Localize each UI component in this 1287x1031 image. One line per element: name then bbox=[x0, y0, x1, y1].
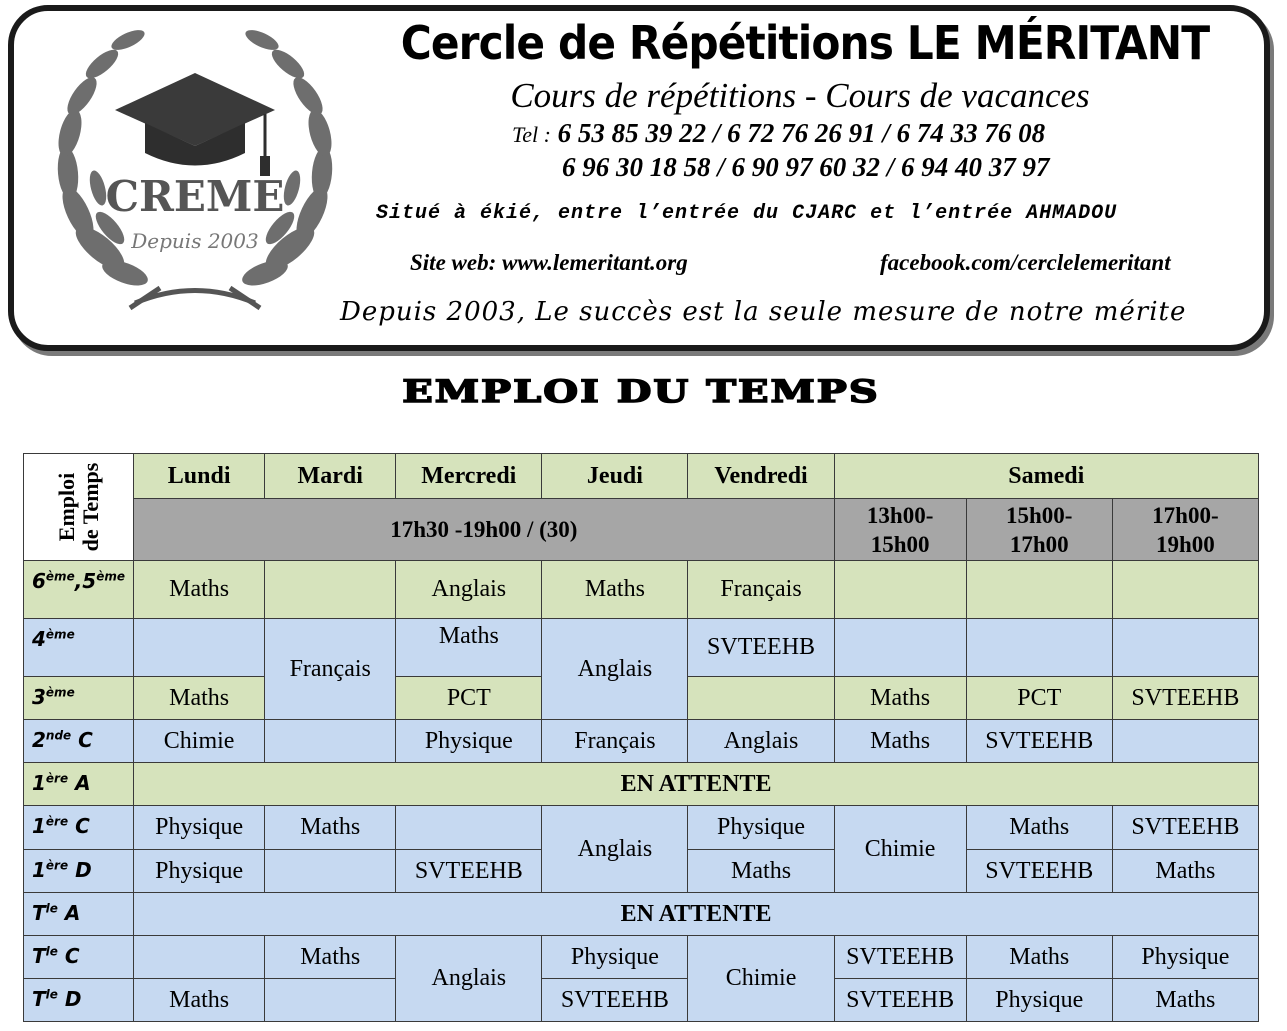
corner-line-2: de Temps bbox=[77, 462, 103, 552]
page-heading: EMPLOI DU TEMPS bbox=[402, 373, 880, 410]
pending-cell: EN ATTENTE bbox=[134, 893, 1259, 936]
course-cell: Français bbox=[542, 720, 688, 763]
level-label: 4ème bbox=[24, 619, 134, 677]
course-cell bbox=[834, 619, 966, 677]
course-cell: Physique bbox=[134, 806, 265, 850]
course-cell: SVTEEHB bbox=[396, 850, 542, 893]
level-label: 1ère A bbox=[24, 763, 134, 806]
course-cell bbox=[265, 979, 396, 1022]
course-cell: Maths bbox=[966, 806, 1112, 850]
course-cell bbox=[834, 561, 966, 619]
phone-line-2: 6 96 30 18 58 / 6 90 97 60 32 / 6 94 40 37 97 bbox=[562, 152, 1050, 182]
facebook-link[interactable]: facebook.com/cerclelemeritant bbox=[880, 250, 1171, 275]
course-cell: Chimie bbox=[688, 936, 834, 1022]
day-header: Jeudi bbox=[542, 454, 688, 499]
course-cell bbox=[966, 561, 1112, 619]
phone-numbers-1: 6 53 85 39 22 / 6 72 76 26 91 / 6 74 33 76 08 bbox=[557, 118, 1046, 148]
day-header: Mardi bbox=[265, 454, 396, 499]
level-label: 2nde C bbox=[24, 720, 134, 763]
course-cell: Maths bbox=[134, 561, 265, 619]
course-cell: Français bbox=[688, 561, 834, 619]
slot-start: 17h00- bbox=[1152, 502, 1219, 528]
course-cell bbox=[1112, 561, 1258, 619]
course-cell: Physique bbox=[1112, 936, 1258, 979]
level-label: $T^{le}$ A bbox=[24, 893, 134, 936]
saturday-slot bbox=[1112, 499, 1258, 561]
course-cell: Physique bbox=[688, 806, 834, 850]
level-label: $T^{le}$ C bbox=[24, 936, 134, 979]
course-cell: SVTEEHB bbox=[542, 979, 688, 1022]
day-header: Lundi bbox=[134, 454, 265, 499]
course-cell: Maths bbox=[1112, 850, 1258, 893]
course-cell: Maths bbox=[265, 936, 396, 979]
day-header: Samedi bbox=[834, 454, 1258, 499]
course-cell: Maths bbox=[834, 677, 966, 720]
course-cell: Anglais bbox=[542, 806, 688, 893]
logo-name: CREME bbox=[105, 172, 285, 221]
website-link[interactable]: Site web: www.lemeritant.org bbox=[410, 250, 688, 275]
course-cell: SVTEEHB bbox=[966, 720, 1112, 763]
level-label: 1ère D bbox=[24, 850, 134, 893]
course-cell: Chimie bbox=[134, 720, 265, 763]
day-header: Vendredi bbox=[688, 454, 834, 499]
course-cell: Français bbox=[265, 619, 396, 720]
course-cell bbox=[688, 677, 834, 720]
creme-logo bbox=[40, 18, 350, 338]
timetable bbox=[23, 453, 1259, 1022]
course-cell: Maths bbox=[265, 806, 396, 850]
course-cell bbox=[134, 619, 265, 677]
level-label: 6ème,5ème bbox=[24, 561, 134, 619]
course-cell: Anglais bbox=[396, 936, 542, 1022]
course-cell: SVTEEHB bbox=[1112, 806, 1258, 850]
logo-since: Depuis 2003 bbox=[131, 229, 259, 253]
course-cell: Chimie bbox=[834, 806, 966, 893]
course-cell: Maths bbox=[542, 561, 688, 619]
level-label: 3ème bbox=[24, 677, 134, 720]
school-subtitle: Cours de répétitions - Cours de vacances bbox=[510, 76, 1090, 115]
course-cell bbox=[966, 619, 1112, 677]
course-cell bbox=[1112, 619, 1258, 677]
level-label: 1ère C bbox=[24, 806, 134, 850]
school-title: Cercle de Répétitions LE MÉRITANT bbox=[400, 16, 1210, 70]
course-cell: Physique bbox=[966, 979, 1112, 1022]
motto: Depuis 2003, Le succès est la seule mesure de notre mérite bbox=[340, 297, 1187, 327]
course-cell bbox=[265, 561, 396, 619]
slot-start: 15h00- bbox=[1006, 502, 1073, 528]
saturday-slot bbox=[966, 499, 1112, 561]
address: Situé à ékié, entre l’entrée du CJARC et l’entrée AHMADOU bbox=[376, 202, 1118, 225]
course-cell: Physique bbox=[542, 936, 688, 979]
slot-end: 15h00 bbox=[870, 531, 930, 557]
course-cell: Maths bbox=[134, 677, 265, 720]
saturday-slot bbox=[834, 499, 966, 561]
course-cell: Maths bbox=[966, 936, 1112, 979]
course-cell: Maths bbox=[688, 850, 834, 893]
course-cell: PCT bbox=[396, 677, 542, 720]
course-cell: Anglais bbox=[542, 619, 688, 720]
course-cell bbox=[134, 936, 265, 979]
course-cell: SVTEEHB bbox=[966, 850, 1112, 893]
course-cell: SVTEEHB bbox=[834, 979, 966, 1022]
course-cell: Physique bbox=[396, 720, 542, 763]
corner-line-1: Emploi bbox=[53, 472, 79, 542]
corner-header bbox=[24, 454, 134, 561]
course-cell: Maths bbox=[1112, 979, 1258, 1022]
day-header: Mercredi bbox=[396, 454, 542, 499]
course-cell: Anglais bbox=[396, 561, 542, 619]
slot-end: 19h00 bbox=[1156, 531, 1215, 557]
course-cell: Maths bbox=[396, 619, 542, 677]
graduation-cap-icon bbox=[115, 73, 275, 176]
course-cell: Physique bbox=[134, 850, 265, 893]
course-cell bbox=[265, 850, 396, 893]
course-cell: SVTEEHB bbox=[1112, 677, 1258, 720]
course-cell bbox=[265, 720, 396, 763]
course-cell: PCT bbox=[966, 677, 1112, 720]
course-cell bbox=[1112, 720, 1258, 763]
level-label: $T^{le}$ D bbox=[24, 979, 134, 1022]
course-cell: Maths bbox=[134, 979, 265, 1022]
phone-line-1 bbox=[512, 116, 1045, 152]
course-cell: Maths bbox=[834, 720, 966, 763]
weekday-time-slot: 17h30 -19h00 / (30) bbox=[134, 499, 835, 561]
slot-start: 13h00- bbox=[866, 502, 934, 528]
pending-cell: EN ATTENTE bbox=[134, 763, 1259, 806]
course-cell bbox=[396, 806, 542, 850]
course-cell: SVTEEHB bbox=[834, 936, 966, 979]
course-cell: Anglais bbox=[688, 720, 834, 763]
slot-end: 17h00 bbox=[1009, 531, 1069, 557]
course-cell: SVTEEHB bbox=[688, 619, 834, 677]
phone-label: Tel : bbox=[512, 122, 551, 147]
